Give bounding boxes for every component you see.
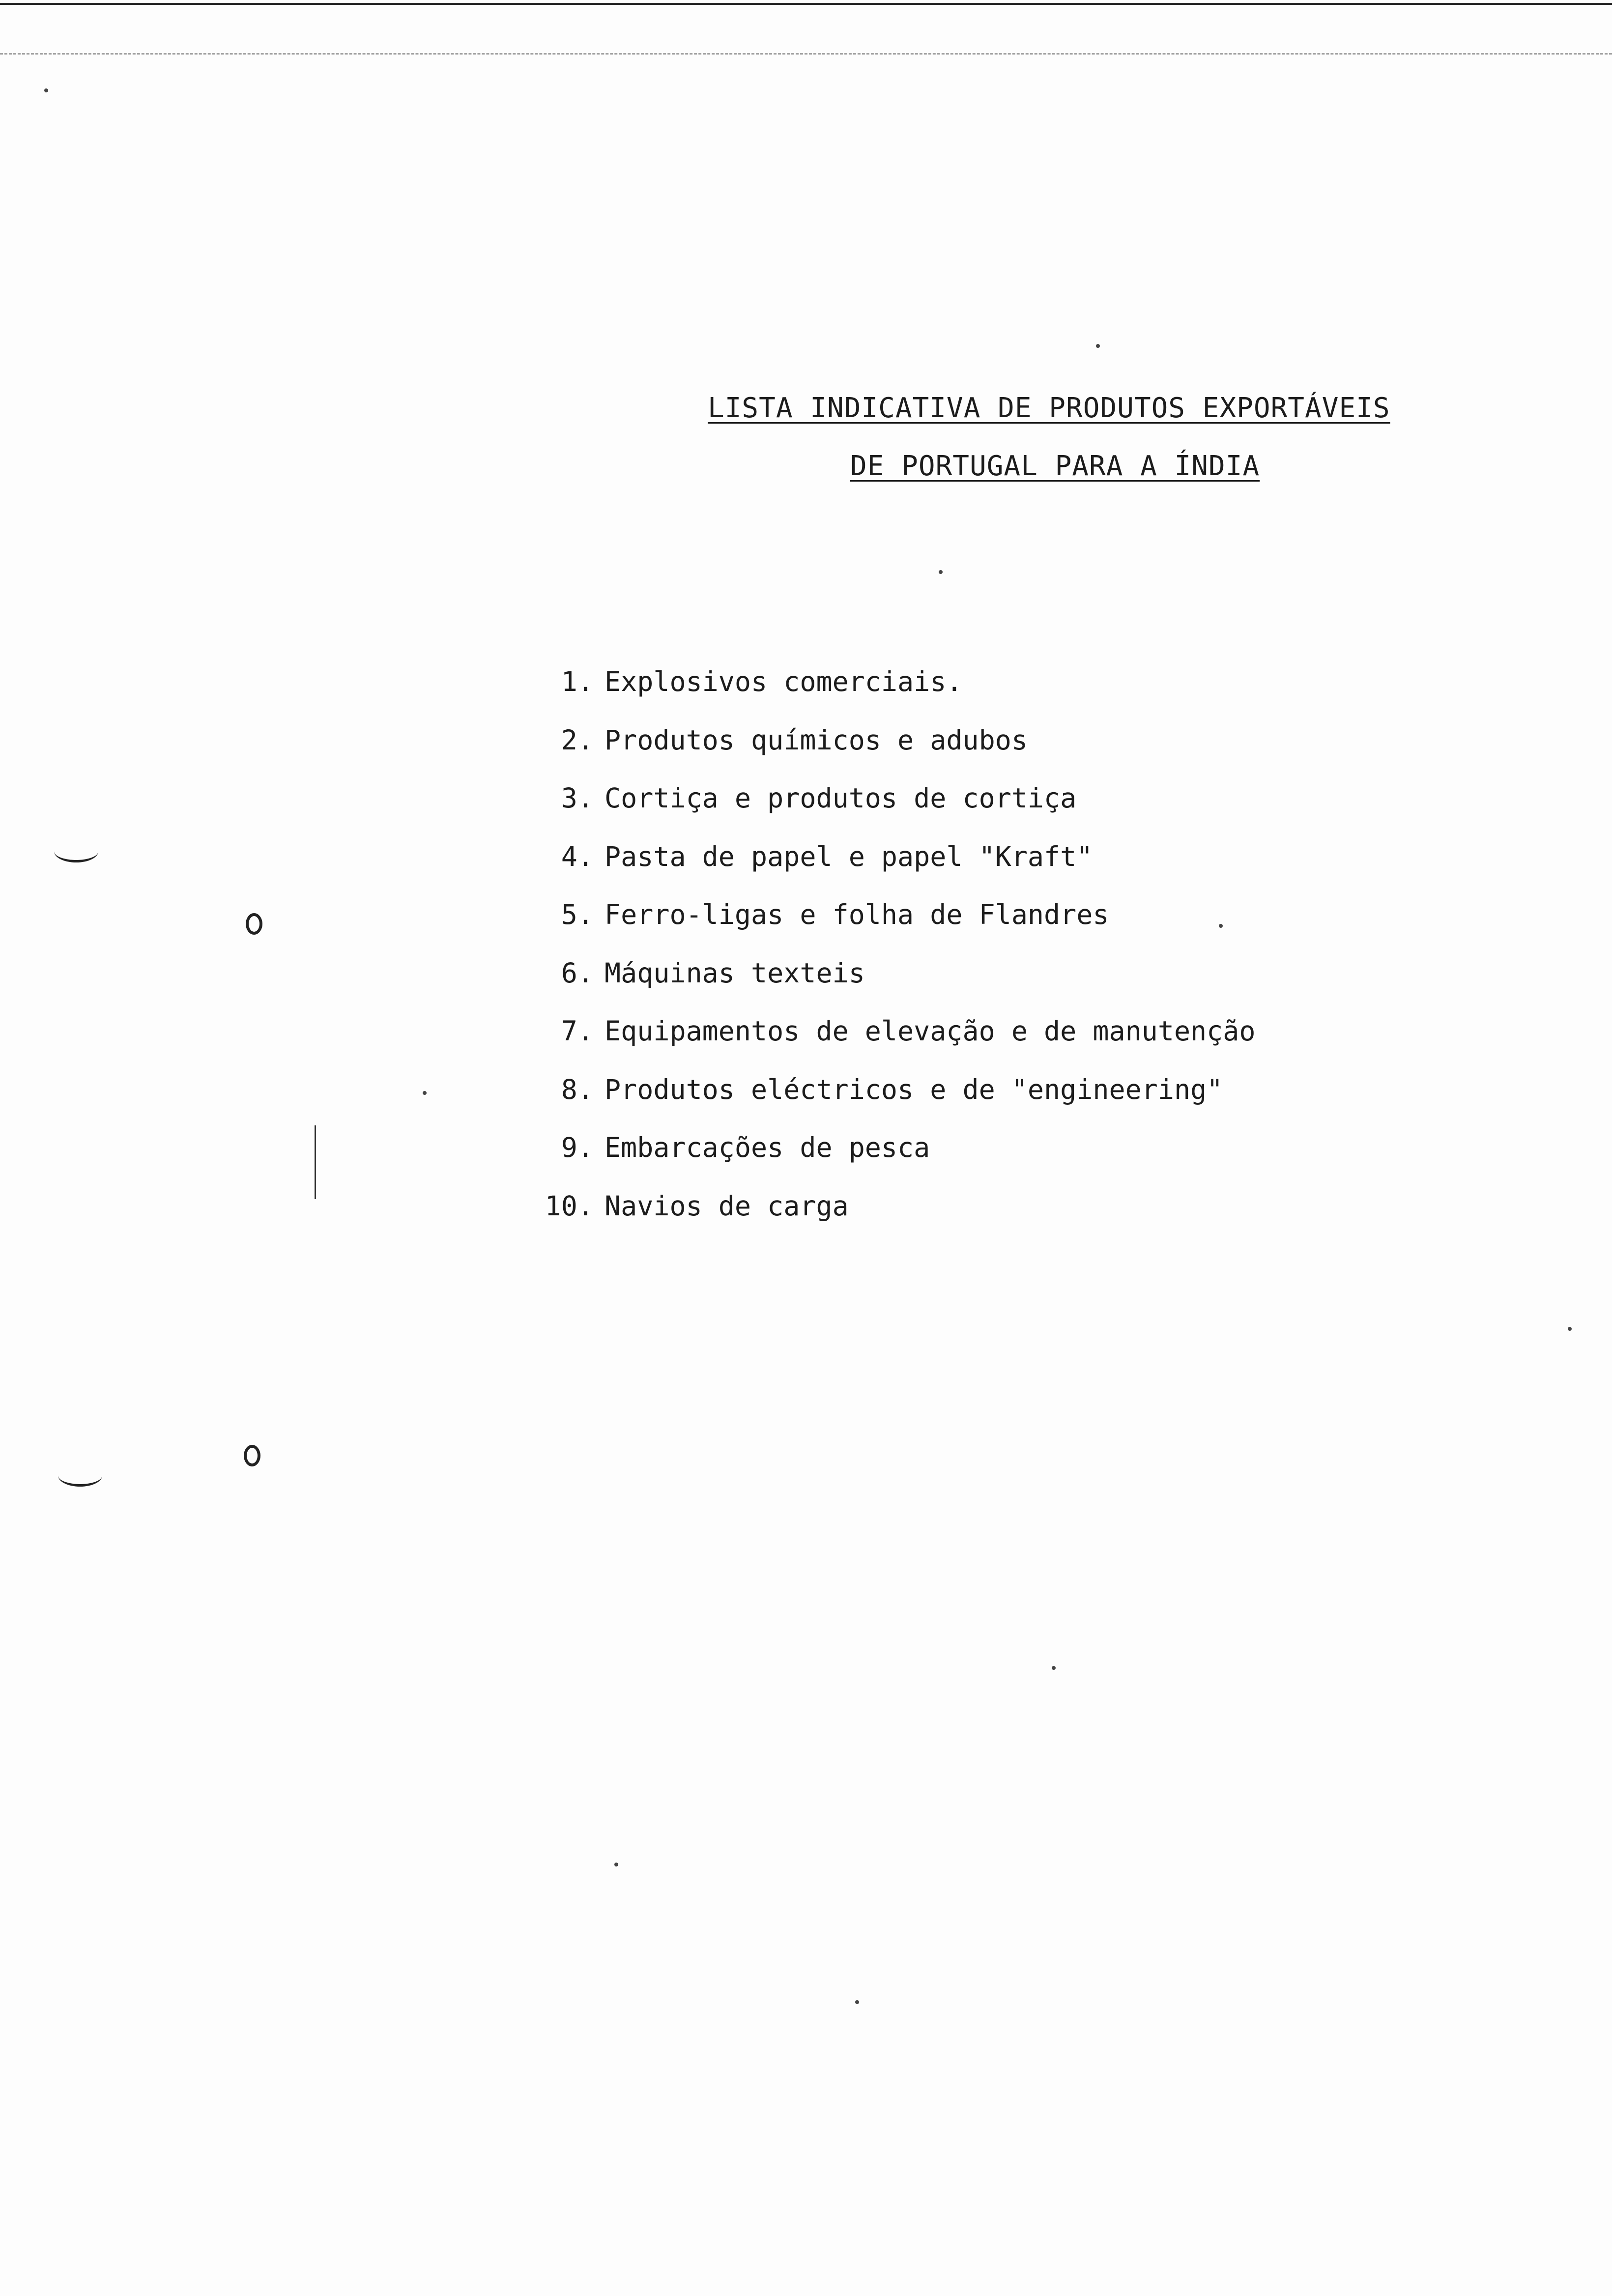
item-text: Cortiça e produtos de cortiça [604, 782, 1077, 814]
item-number: 6. [561, 957, 594, 989]
item-text: Explosivos comerciais. [604, 666, 963, 697]
list-item [536, 1015, 1256, 1074]
scan-speck [1096, 344, 1100, 348]
binder-hole-mark [246, 913, 262, 935]
item-text: Ferro-ligas e folha de Flandres [604, 899, 1109, 930]
item-number: 2. [561, 724, 594, 756]
top-rule [0, 3, 1612, 5]
scan-speck [1052, 1666, 1056, 1670]
list-item [536, 666, 1256, 724]
scan-speck [423, 1091, 427, 1095]
list-item [536, 957, 1256, 1016]
margin-arc-mark [54, 840, 98, 862]
list-item [536, 724, 1256, 783]
scan-speck [614, 1863, 618, 1866]
item-text: Produtos químicos e adubos [604, 724, 1028, 756]
item-text: Equipamentos de elevação e de manutenção [604, 1015, 1256, 1047]
scan-speck [855, 2000, 859, 2004]
top-dashed-rule [0, 53, 1612, 55]
scan-speck [44, 88, 48, 92]
list-item [536, 899, 1256, 957]
list-item [536, 1190, 1256, 1249]
scan-speck [1568, 1327, 1572, 1331]
item-text: Pasta de papel e papel "Kraft" [604, 840, 1093, 872]
item-text: Navios de carga [604, 1190, 849, 1222]
document-title-line-2: DE PORTUGAL PARA A ÍNDIA [850, 450, 1260, 482]
item-text: Produtos eléctricos e de "engineering" [604, 1073, 1223, 1105]
list-item [536, 782, 1256, 841]
item-number: 8. [561, 1073, 594, 1105]
binder-hole-mark [244, 1445, 260, 1466]
margin-stroke-mark [315, 1125, 316, 1199]
item-text: Máquinas texteis [604, 957, 865, 989]
products-list [536, 666, 1256, 1248]
scan-speck [1219, 924, 1223, 928]
scan-speck [939, 570, 943, 574]
list-item [536, 1074, 1256, 1132]
item-text: Embarcações de pesca [604, 1132, 930, 1163]
list-item [536, 1132, 1256, 1190]
item-number: 10. [545, 1190, 594, 1222]
item-number: 9. [561, 1132, 594, 1163]
item-number: 3. [561, 782, 594, 814]
item-number: 5. [561, 899, 594, 930]
margin-arc-mark [58, 1464, 102, 1487]
item-number: 1. [561, 666, 594, 697]
list-item [536, 841, 1256, 899]
item-number: 4. [561, 840, 594, 872]
document-title-line-1: LISTA INDICATIVA DE PRODUTOS EXPORTÁVEIS [708, 392, 1390, 424]
item-number: 7. [561, 1015, 594, 1047]
